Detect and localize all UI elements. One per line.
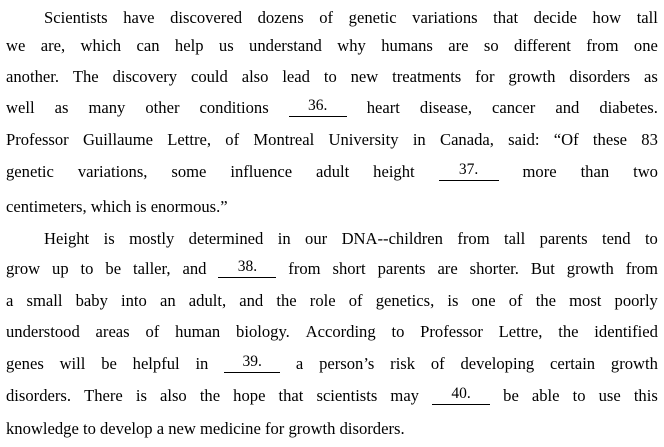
word: are <box>437 259 458 278</box>
word: why <box>337 36 366 55</box>
blank-39[interactable]: 39. <box>224 352 280 373</box>
word: that <box>278 386 304 405</box>
word: But <box>530 259 555 278</box>
word: 83 <box>641 130 658 149</box>
word: short <box>332 259 366 278</box>
word: in <box>412 130 426 149</box>
word: an <box>159 291 176 310</box>
paragraph-2-line-1 <box>44 227 658 251</box>
word: Guillaume <box>82 130 153 149</box>
paragraph-1-line-4 <box>6 96 658 120</box>
word: well <box>6 98 35 117</box>
word: small <box>26 291 63 310</box>
word: Scientists <box>44 8 108 27</box>
word: centimeters, which is enormous.” <box>6 197 228 216</box>
word: lead <box>282 67 310 86</box>
word: our <box>305 229 328 248</box>
word: adult, <box>188 291 227 310</box>
blank-36[interactable]: 36. <box>289 96 347 117</box>
word: Canada, <box>440 130 494 149</box>
word: different <box>514 36 571 55</box>
word: University <box>328 130 399 149</box>
word: could <box>190 67 228 86</box>
word: discovery <box>112 67 178 86</box>
word: There <box>84 386 123 405</box>
word: can <box>136 36 160 55</box>
word: human <box>175 322 221 341</box>
word: from <box>625 259 658 278</box>
word: many <box>88 98 126 117</box>
word: how <box>592 8 622 27</box>
word: be <box>105 259 122 278</box>
paragraph-2-line-3 <box>6 289 658 313</box>
paragraph-1-line-1 <box>44 6 658 30</box>
word: to <box>572 386 586 405</box>
word: in <box>195 354 209 373</box>
word: as <box>54 98 69 117</box>
word: influence <box>230 162 293 181</box>
word: help <box>174 36 204 55</box>
word: be <box>101 354 117 373</box>
word: taller, <box>132 259 171 278</box>
word: which <box>80 36 122 55</box>
word: Height <box>44 229 90 248</box>
word: Montreal <box>253 130 315 149</box>
word: areas <box>95 322 130 341</box>
paragraph-2-line-4 <box>6 320 658 344</box>
word: up <box>52 259 69 278</box>
word: the <box>535 291 556 310</box>
word: disease, <box>419 98 472 117</box>
word: genetics, <box>375 291 435 310</box>
word: conditions <box>199 98 269 117</box>
word: risk <box>390 354 416 373</box>
word: also <box>241 67 269 86</box>
word: biology. <box>236 322 290 341</box>
word: person’s <box>319 354 375 373</box>
paragraph-1-line-2 <box>6 34 658 58</box>
word: Professor <box>420 322 483 341</box>
word: and <box>182 259 207 278</box>
blank-40[interactable]: 40. <box>432 384 490 405</box>
word: adult <box>316 162 350 181</box>
word: growth <box>566 259 614 278</box>
word: growth <box>610 354 658 373</box>
word: parents <box>377 259 426 278</box>
word: of <box>348 291 363 310</box>
word: so <box>483 36 499 55</box>
word: us <box>218 36 234 55</box>
word: is <box>103 229 115 248</box>
word: According <box>305 322 376 341</box>
word: of <box>508 291 523 310</box>
word: mostly <box>129 229 175 248</box>
word: will <box>59 354 86 373</box>
word: some <box>171 162 207 181</box>
word: new <box>350 67 379 86</box>
word: have <box>123 8 155 27</box>
word: tend <box>601 229 631 248</box>
word: heart <box>366 98 400 117</box>
word: of <box>145 322 160 341</box>
word: to <box>391 322 405 341</box>
word: decide <box>533 8 577 27</box>
word: role <box>309 291 336 310</box>
word: of <box>225 130 240 149</box>
word: one <box>471 291 496 310</box>
word: than <box>580 162 610 181</box>
word: genetic <box>6 162 54 181</box>
word: baby <box>75 291 108 310</box>
paragraph-2-line-6 <box>6 384 658 408</box>
word: the <box>276 291 297 310</box>
paragraph-2-line-7 <box>6 417 405 441</box>
word: scientists <box>316 386 378 405</box>
word: to <box>323 67 337 86</box>
word: disorders <box>569 67 631 86</box>
word: to <box>644 229 658 248</box>
word: one <box>633 36 658 55</box>
word: developing <box>460 354 535 373</box>
word: variations <box>412 8 478 27</box>
word: these <box>592 130 628 149</box>
word: shorter. <box>469 259 519 278</box>
word: are, <box>40 36 66 55</box>
word: and <box>555 98 580 117</box>
word: from <box>288 259 321 278</box>
word: Professor <box>6 130 69 149</box>
word: into <box>121 291 147 310</box>
word: diabetes. <box>599 98 658 117</box>
word: Lettre, <box>167 130 212 149</box>
word: as <box>644 67 658 86</box>
word: “Of <box>553 130 579 149</box>
word: tall <box>504 229 526 248</box>
word: cancer <box>492 98 536 117</box>
word: genetic <box>348 8 397 27</box>
word: poorly <box>614 291 658 310</box>
word: identified <box>594 322 658 341</box>
word: helpful <box>132 354 180 373</box>
word: from <box>457 229 490 248</box>
word: discovered <box>170 8 242 27</box>
word: hope <box>233 386 266 405</box>
word: treatments <box>392 67 462 86</box>
paragraph-1-line-3 <box>6 65 658 89</box>
word: height <box>373 162 415 181</box>
word: disorders. <box>6 386 71 405</box>
word: to <box>80 259 94 278</box>
word: variations, <box>77 162 148 181</box>
word: knowledge to develop a new medicine for growth disorders. <box>6 419 405 438</box>
paragraph-1-line-7 <box>6 195 228 219</box>
word: dozens <box>257 8 304 27</box>
word: Lettre, <box>498 322 543 341</box>
word: are <box>448 36 469 55</box>
word: two <box>633 162 658 181</box>
word: the <box>199 386 221 405</box>
word: use <box>598 386 621 405</box>
paragraph-2-line-5 <box>6 352 658 376</box>
word: in <box>277 229 291 248</box>
word: tall <box>636 8 658 27</box>
word: able <box>531 386 560 405</box>
word: the <box>558 322 579 341</box>
word: this <box>633 386 658 405</box>
word: understood <box>6 322 80 341</box>
paragraph-2-line-2 <box>6 257 658 281</box>
word: DNA--children <box>341 229 443 248</box>
word: said: <box>508 130 540 149</box>
word: understand <box>249 36 322 55</box>
paragraph-1-line-6 <box>6 160 658 184</box>
word: for <box>475 67 495 86</box>
word: parents <box>539 229 588 248</box>
word: a <box>295 354 304 373</box>
word: be <box>503 386 519 405</box>
word: may <box>390 386 419 405</box>
word: is <box>447 291 459 310</box>
word: The <box>72 67 99 86</box>
blank-38[interactable]: 38. <box>218 257 276 278</box>
word: and <box>239 291 264 310</box>
word: most <box>569 291 602 310</box>
word: growth <box>508 67 556 86</box>
word: genes <box>6 354 44 373</box>
paragraph-1-line-5 <box>6 128 658 152</box>
word: from <box>586 36 619 55</box>
word: another. <box>6 67 59 86</box>
word: determined <box>188 229 264 248</box>
word: a <box>6 291 14 310</box>
word: also <box>160 386 187 405</box>
word: of <box>319 8 334 27</box>
word: other <box>145 98 180 117</box>
word: humans <box>381 36 433 55</box>
word: certain <box>549 354 596 373</box>
word: is <box>135 386 147 405</box>
word: of <box>430 354 445 373</box>
word: grow <box>6 259 41 278</box>
word: more <box>522 162 557 181</box>
word: we <box>6 36 26 55</box>
blank-37[interactable]: 37. <box>439 160 499 181</box>
word: that <box>493 8 519 27</box>
